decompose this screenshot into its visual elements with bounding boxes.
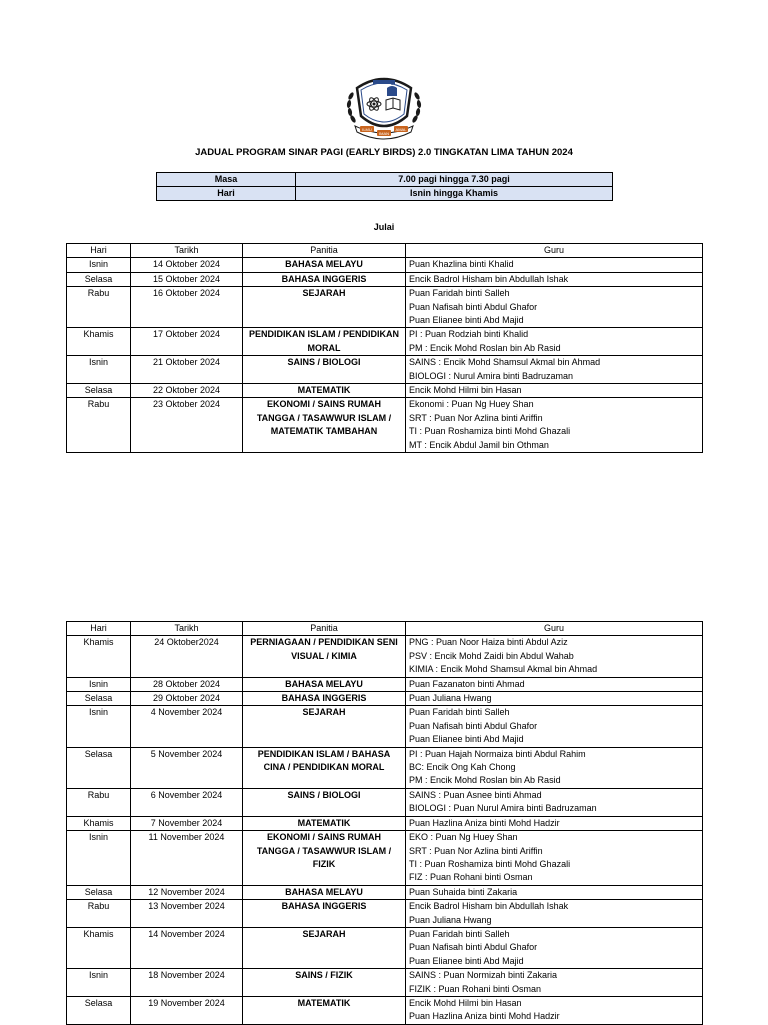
school-logo [343, 66, 425, 144]
guru-line: EKO : Puan Ng Huey Shan [409, 832, 518, 843]
table-header-row [67, 244, 703, 258]
panitia-line: SAINS / BIOLOGI [287, 357, 361, 368]
table-row [67, 692, 703, 706]
cell-panitia [243, 885, 406, 899]
guru-line: Puan Elianee binti Abd Majid [409, 734, 524, 745]
cell-guru [406, 927, 703, 968]
panitia-line: SEJARAH [302, 928, 346, 939]
panitia-line: PENDIDIKAN ISLAM / BAHASA [257, 748, 391, 759]
cell-hari: Isnin [67, 706, 131, 747]
guru-line: Puan Nafisah binti Abdul Ghafor [409, 720, 538, 731]
cell-hari: Isnin [67, 677, 131, 691]
guru-line: PI : Puan Hajah Normaiza binti Abdul Rahim [409, 748, 586, 759]
header-panitia: Panitia [243, 622, 406, 636]
cell-guru [406, 969, 703, 997]
cell-panitia [243, 384, 406, 398]
header-tarikh: Tarikh [131, 244, 243, 258]
panitia-line: SEJARAH [302, 707, 346, 718]
cell-tarikh: 16 Oktober 2024 [131, 287, 243, 328]
cell-panitia [243, 900, 406, 928]
panitia-line: VISUAL / KIMIA [291, 650, 357, 661]
cell-hari: Selasa [67, 747, 131, 788]
cell-tarikh: 4 November 2024 [131, 706, 243, 747]
document-title: JADUAL PROGRAM SINAR PAGI (EARLY BIRDS) 2.0 TINGKATAN LIMA TAHUN 2024 [195, 147, 573, 158]
panitia-line: MATEMATIK [297, 817, 351, 828]
guru-line: Puan Nafisah binti Abdul Ghafor [409, 942, 538, 953]
info-table [156, 172, 613, 201]
guru-line: BIOLOGI : Nurul Amira binti Badruzaman [409, 370, 574, 381]
cell-panitia [243, 969, 406, 997]
panitia-line: EKONOMI / SAINS RUMAH [266, 399, 381, 410]
header-panitia: Panitia [243, 244, 406, 258]
guru-line: Puan Juliana Hwang [409, 914, 492, 925]
cell-hari: Isnin [67, 258, 131, 272]
guru-line: KIMIA : Encik Mohd Shamsul Akmal bin Ahmad [409, 664, 598, 675]
cell-hari: Selasa [67, 272, 131, 286]
guru-line: Ekonomi : Puan Ng Huey Shan [409, 399, 534, 410]
cell-guru [406, 692, 703, 706]
cell-hari: Rabu [67, 287, 131, 328]
cell-panitia [243, 636, 406, 677]
cell-tarikh: 15 Oktober 2024 [131, 272, 243, 286]
guru-line: TI : Puan Roshamiza binti Mohd Ghazali [409, 858, 571, 869]
cell-guru [406, 356, 703, 384]
schedule-table-1 [66, 243, 703, 453]
cell-guru [406, 272, 703, 286]
table-row [67, 996, 703, 1024]
guru-line: Puan Elianee binti Abd Majid [409, 315, 524, 326]
cell-panitia [243, 356, 406, 384]
cell-tarikh: 19 November 2024 [131, 996, 243, 1024]
cell-guru [406, 398, 703, 453]
cell-hari: Khamis [67, 816, 131, 830]
panitia-line: SAINS / FIZIK [295, 970, 353, 981]
cell-hari: Selasa [67, 996, 131, 1024]
panitia-line: SEJARAH [302, 288, 346, 299]
cell-panitia [243, 287, 406, 328]
info-label: Masa [157, 173, 296, 187]
cell-guru [406, 328, 703, 356]
panitia-line: TANGGA / TASAWWUR ISLAM / [256, 845, 392, 856]
cell-panitia [243, 996, 406, 1024]
motto-ilmu: ILMU [362, 127, 372, 132]
cell-tarikh: 5 November 2024 [131, 747, 243, 788]
info-value: 7.00 pagi hingga 7.30 pagi [296, 173, 613, 187]
info-value: Isnin hingga Khamis [296, 187, 613, 201]
cell-guru [406, 831, 703, 886]
cell-tarikh: 6 November 2024 [131, 788, 243, 816]
table-row [67, 831, 703, 886]
header-hari: Hari [67, 622, 131, 636]
guru-line: Encik Mohd Hilmi bin Hasan [409, 385, 522, 396]
header-hari: Hari [67, 244, 131, 258]
cell-panitia [243, 706, 406, 747]
panitia-line: BAHASA INGGERIS [281, 693, 367, 704]
cell-hari: Isnin [67, 831, 131, 886]
guru-line: Puan Elianee binti Abd Majid [409, 955, 524, 966]
guru-line: SAINS : Encik Mohd Shamsul Akmal bin Ahmad [409, 357, 601, 368]
cell-tarikh: 13 November 2024 [131, 900, 243, 928]
cell-panitia [243, 328, 406, 356]
table-row [67, 900, 703, 928]
guru-line: PM : Encik Mohd Roslan bin Ab Rasid [409, 342, 561, 353]
guru-line: Puan Nafisah binti Abdul Ghafor [409, 301, 538, 312]
cell-panitia [243, 398, 406, 453]
guru-line: Encik Badrol Hisham bin Abdullah Ishak [409, 901, 569, 912]
cell-tarikh: 12 November 2024 [131, 885, 243, 899]
panitia-line: SAINS / BIOLOGI [287, 789, 361, 800]
table-row [67, 816, 703, 830]
table-row [67, 885, 703, 899]
table-row [67, 636, 703, 677]
panitia-line: EKONOMI / SAINS RUMAH [266, 832, 381, 843]
guru-line: BIOLOGI : Puan Nurul Amira binti Badruzaman [409, 803, 597, 814]
guru-line: SAINS : Puan Asnee binti Ahmad [409, 789, 542, 800]
table-row [67, 328, 703, 356]
panitia-line: PERNIAGAAN / PENDIDIKAN SENI [250, 637, 398, 648]
cell-panitia [243, 927, 406, 968]
cell-tarikh: 14 November 2024 [131, 927, 243, 968]
cell-panitia [243, 272, 406, 286]
cell-guru [406, 384, 703, 398]
table-row [67, 677, 703, 691]
cell-panitia [243, 747, 406, 788]
cell-guru [406, 636, 703, 677]
cell-guru [406, 747, 703, 788]
cell-guru [406, 258, 703, 272]
info-label: Hari [157, 187, 296, 201]
table-row [67, 272, 703, 286]
table-row [67, 356, 703, 384]
cell-tarikh: 21 Oktober 2024 [131, 356, 243, 384]
cell-tarikh: 29 Oktober 2024 [131, 692, 243, 706]
panitia-line: BAHASA INGGERIS [281, 901, 367, 912]
table-header-row [67, 622, 703, 636]
guru-line: Puan Hazlina Aniza binti Mohd Hadzir [409, 817, 560, 828]
cell-hari: Khamis [67, 636, 131, 677]
guru-line: FIZ : Puan Rohani binti Osman [409, 872, 533, 883]
cell-hari: Selasa [67, 885, 131, 899]
cell-hari: Khamis [67, 328, 131, 356]
guru-line: Puan Hazlina Aniza binti Mohd Hadzir [409, 1011, 560, 1022]
panitia-line: TANGGA / TASAWWUR ISLAM / [256, 412, 392, 423]
cell-panitia [243, 692, 406, 706]
cell-panitia [243, 831, 406, 886]
guru-line: Puan Juliana Hwang [409, 693, 492, 704]
cell-guru [406, 816, 703, 830]
guru-line: PNG : Puan Noor Haiza binti Abdul Aziz [409, 637, 568, 648]
info-row-masa [157, 173, 613, 187]
guru-line: PI : Puan Rodziah binti Khalid [409, 329, 529, 340]
motto-iman: IMAN [379, 131, 389, 136]
guru-line: SAINS : Puan Normizah binti Zakaria [409, 970, 558, 981]
panitia-line: FIZIK [312, 858, 336, 869]
cell-tarikh: 28 Oktober 2024 [131, 677, 243, 691]
table-row [67, 398, 703, 453]
cell-hari: Rabu [67, 900, 131, 928]
guru-line: Puan Faridah binti Salleh [409, 928, 510, 939]
guru-line: Puan Suhaida binti Zakaria [409, 886, 518, 897]
cell-tarikh: 11 November 2024 [131, 831, 243, 886]
cell-hari: Khamis [67, 927, 131, 968]
motto-amal: AMAL [395, 127, 407, 132]
cell-tarikh: 22 Oktober 2024 [131, 384, 243, 398]
cell-guru [406, 996, 703, 1024]
panitia-line: MATEMATIK TAMBAHAN [270, 426, 378, 437]
table-row [67, 706, 703, 747]
cell-panitia [243, 258, 406, 272]
cell-hari: Isnin [67, 969, 131, 997]
cell-hari: Isnin [67, 356, 131, 384]
cell-tarikh: 18 November 2024 [131, 969, 243, 997]
header-tarikh: Tarikh [131, 622, 243, 636]
cell-panitia [243, 816, 406, 830]
cell-guru [406, 885, 703, 899]
info-row-hari [157, 187, 613, 201]
panitia-line: MATEMATIK [297, 997, 351, 1008]
cell-tarikh: 17 Oktober 2024 [131, 328, 243, 356]
guru-line: Puan Khazlina binti Khalid [409, 259, 514, 270]
header-guru: Guru [406, 244, 703, 258]
cell-tarikh: 14 Oktober 2024 [131, 258, 243, 272]
table-row [67, 258, 703, 272]
guru-line: Puan Faridah binti Salleh [409, 707, 510, 718]
guru-line: PM : Encik Mohd Roslan bin Ab Rasid [409, 775, 561, 786]
cell-hari: Selasa [67, 692, 131, 706]
panitia-line: PENDIDIKAN ISLAM / PENDIDIKAN [248, 329, 399, 340]
table-row [67, 747, 703, 788]
guru-line: PSV : Encik Mohd Zaidi bin Abdul Wahab [409, 650, 574, 661]
cell-tarikh: 7 November 2024 [131, 816, 243, 830]
panitia-line: MORAL [307, 342, 341, 353]
cell-hari: Selasa [67, 384, 131, 398]
guru-line: TI : Puan Roshamiza binti Mohd Ghazali [409, 426, 571, 437]
guru-line: Encik Badrol Hisham bin Abdullah Ishak [409, 273, 569, 284]
guru-line: Puan Faridah binti Salleh [409, 288, 510, 299]
guru-line: MT : Encik Abdul Jamil bin Othman [409, 439, 549, 450]
table-row [67, 969, 703, 997]
table-row [67, 384, 703, 398]
cell-tarikh: 24 Oktober2024 [131, 636, 243, 677]
table-row [67, 287, 703, 328]
guru-line: SRT : Puan Nor Azlina binti Ariffin [409, 845, 543, 856]
header-guru: Guru [406, 622, 703, 636]
cell-guru [406, 900, 703, 928]
cell-panitia [243, 677, 406, 691]
month-heading: Julai [373, 222, 395, 232]
cell-hari: Rabu [67, 398, 131, 453]
cell-guru [406, 287, 703, 328]
panitia-line: BAHASA MELAYU [285, 259, 363, 270]
panitia-line: CINA / PENDIDIKAN MORAL [263, 762, 385, 773]
guru-line: Puan Fazanaton binti Ahmad [409, 678, 525, 689]
panitia-line: BAHASA MELAYU [285, 886, 363, 897]
guru-line: Encik Mohd Hilmi bin Hasan [409, 997, 522, 1008]
panitia-line: MATEMATIK [297, 385, 351, 396]
panitia-line: BAHASA INGGERIS [281, 273, 367, 284]
cell-guru [406, 788, 703, 816]
cell-guru [406, 706, 703, 747]
guru-line: SRT : Puan Nor Azlina binti Ariffin [409, 412, 543, 423]
guru-line: FIZIK : Puan Rohani binti Osman [409, 983, 542, 994]
table-row [67, 927, 703, 968]
guru-line: BC: Encik Ong Kah Chong [409, 762, 516, 773]
panitia-line: BAHASA MELAYU [285, 678, 363, 689]
cell-guru [406, 677, 703, 691]
cell-hari: Rabu [67, 788, 131, 816]
cell-panitia [243, 788, 406, 816]
schedule-table-2 [66, 621, 703, 1025]
cell-tarikh: 23 Oktober 2024 [131, 398, 243, 453]
table-row [67, 788, 703, 816]
